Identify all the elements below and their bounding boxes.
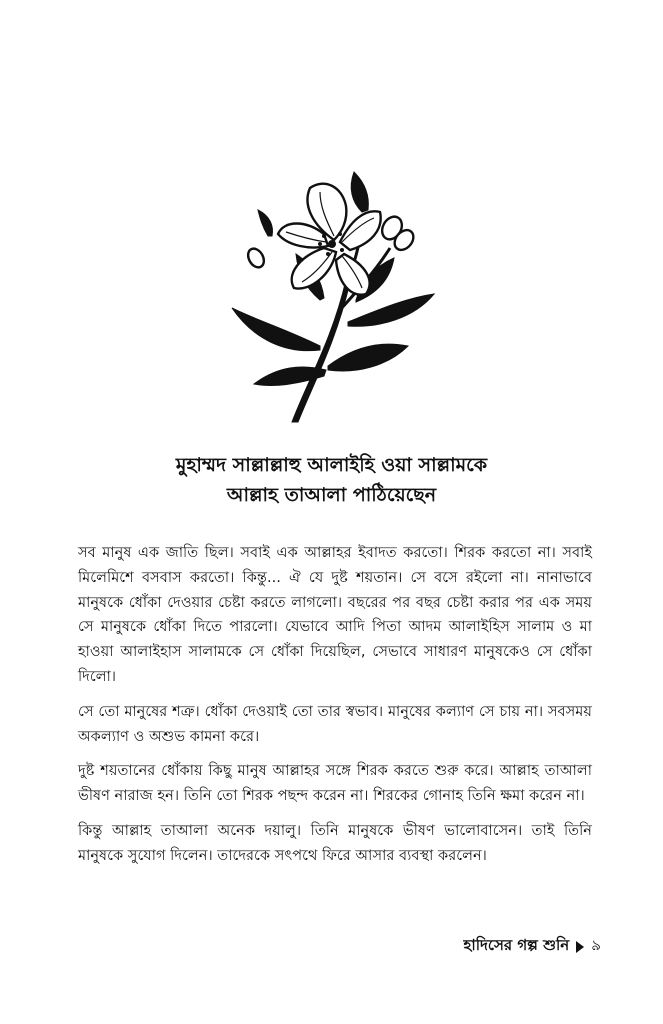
paragraph: দুষ্ট শয়তানের ধোঁকায় কিছু মানুষ আল্লাহর সঙ্গে শিরক করতে শুরু করে। আল্লাহ তাআলা ভীষণ নারাজ হন। তিনি তো শিরক পছন্দ করেন না। শিরকের গোনাহ তিনি ক্ষমা করেন না। (78, 762, 592, 805)
chapter-title-line-2: আল্লাহ তাআলা পাঠিয়েছেন (226, 484, 437, 506)
story-body (78, 541, 592, 879)
chapter-title-line-1: মুহাম্মদ সাল্লাল্লাহু আলাইহি ওয়া সাল্লামকে (175, 454, 488, 476)
paragraph: সব মানুষ এক জাতি ছিল। সবাই এক আল্লাহর ইবাদত করতো। শিরক করতো না। সবাই মিলেমিশে বসবাস করতো। কিন্তু... ঐ যে দুষ্ট শয়তান। সে বসে রইলো না। নানাভাবে মানুষকে ধোঁকা দেওয়ার চেষ্টা করতে লাগলো। বছরের পর বছর চেষ্টা করার পর এক সময় সে মানুষকে ধোঁকা দিতে পারলো। যেভাবে আদি পিতা আদম আলাইহিস সালাম ও মা হাওয়া আলাইহাস সালামকে সে ধোঁকা দিয়েছিল, সেভাবে সাধারণ মানুষকেও সে ধোঁকা দিলো। (78, 544, 592, 685)
running-book-title: হাদিসের গল্প শুনি (463, 936, 570, 954)
paragraph: সে তো মানুষের শত্রু। ধোঁকা দেওয়াই তো তার স্বভাব। মানুষের কল্যাণ সে চায় না। সবসময় অকল্যাণ ও অশুভ কামনা করে। (78, 702, 592, 745)
flower-branch-icon (228, 170, 444, 426)
paragraph: কিন্তু আল্লাহ তাআলা অনেক দয়ালু। তিনি মানুষকে ভীষণ ভালোবাসেন। তাই তিনি মানুষকে সুযোগ দিলেন। তাদেরকে সৎপথে ফিরে আসার ব্যবস্থা করলেন। (78, 821, 592, 864)
page-footer (464, 934, 601, 959)
triangle-right-icon (576, 941, 584, 953)
chapter-title (60, 450, 603, 510)
page-number: ৯ (591, 936, 601, 954)
